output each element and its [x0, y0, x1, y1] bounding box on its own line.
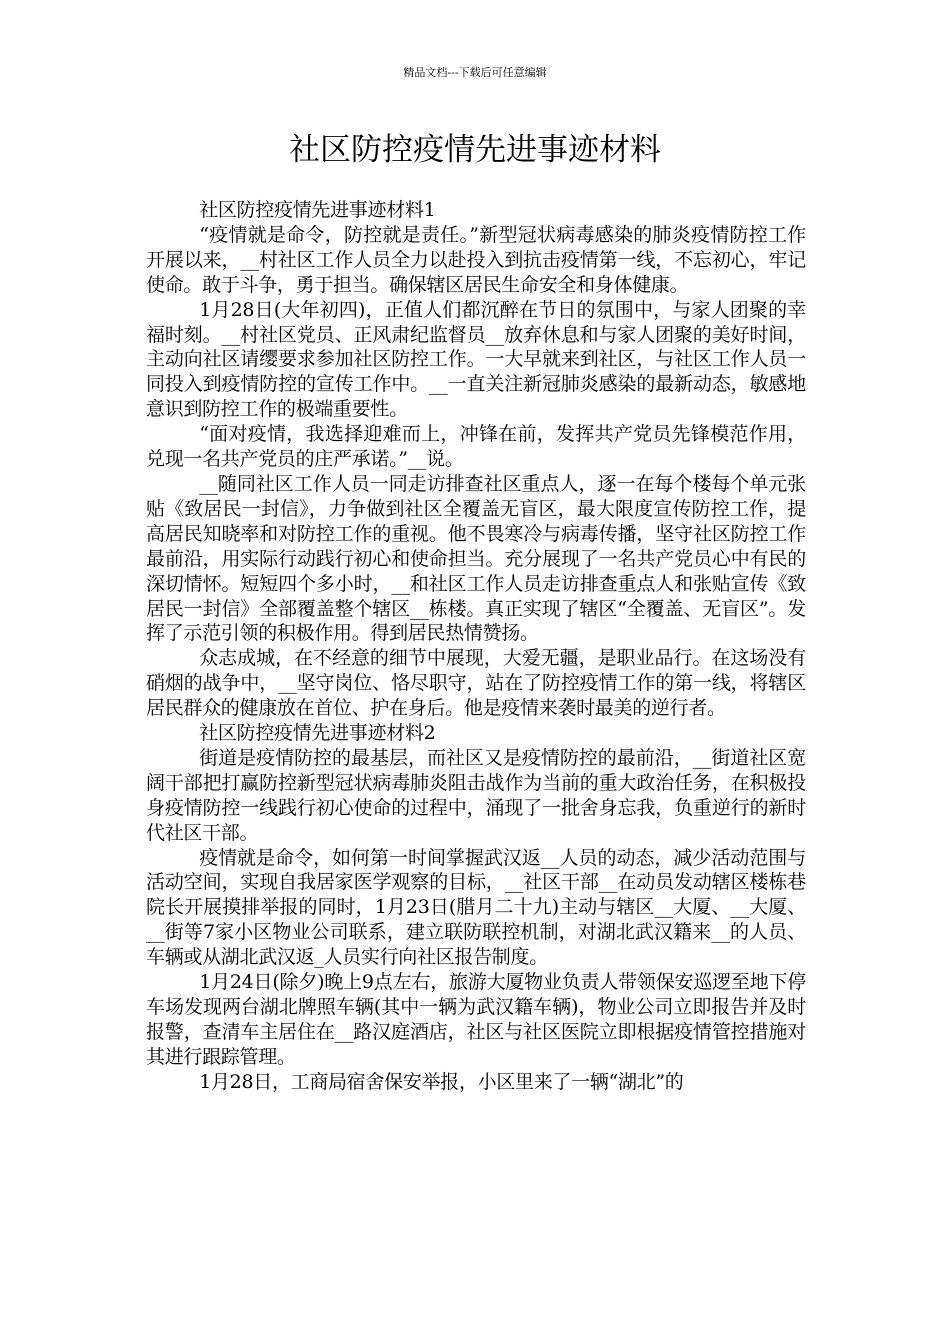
- paragraph: 1月28日(大年初四)，正值人们都沉醉在节日的氛围中，与家人团聚的幸福时刻。__村社区党员、正风肃纪监督员__放弃休息和与家人团聚的美好时间，主动向社区请缨要求参加社区防控工作。一大早就来到社区，与社区工作人员一同投入到疫情防控的宣传工作中。__一直关注新冠肺炎感染的最新动态，敏感地意识到防控工作的极端重要性。: [146, 298, 806, 421]
- paragraph: __随同社区工作人员一同走访排查社区重点人，逐一在每个楼每个单元张贴《致居民一封信》，力争做到社区全覆盖无盲区，最大限度宣传防控工作，提高居民知晓率和对防控工作的重视。他不畏寒冷与病毒传播，坚守社区防控工作最前沿，用实际行动践行初心和使命担当。充分展现了一名共产党员心中有民的深切情怀。短短四个多小时，__和社区工作人员走访排查重点人和张贴宣传《致居民一封信》全部覆盖整个辖区__栋楼。真正实现了辖区“全覆盖、无盲区”。发挥了示范引领的积极作用。得到居民热情赞扬。: [146, 472, 806, 645]
- page-header: 精品文档---下载后可任意编辑: [403, 66, 547, 79]
- paragraph: 街道是疫情防控的最基层，而社区又是疫情防控的最前沿，__街道社区宽阔干部把打赢防控新型冠状病毒肺炎阻击战作为当前的重大政治任务，在积极投身疫情防控一线践行初心使命的过程中，涌现了一批舍身忘我，负重逆行的新时代社区干部。: [146, 746, 806, 844]
- paragraph: 1月28日，工商局宿舍保安举报，小区里来了一辆“湖北”的: [199, 1070, 684, 1093]
- paragraph: “疫情就是命令，防控就是责任。”新型冠状病毒感染的肺炎疫情防控工作开展以来，__村社区工作人员全力以赴投入到抗击疫情第一线，不忘初心，牢记使命。敢于斗争，勇于担当。确保辖区居民生命安全和身体健康。: [146, 223, 806, 296]
- paragraph: “面对疫情，我选择迎难而上，冲锋在前，发挥共产党员先锋模范作用，兑现一名共产党员的庄严承诺。”__说。: [146, 423, 806, 471]
- section-heading-1: 社区防控疫情先进事迹材料1: [199, 199, 436, 221]
- section-heading-2: 社区防控疫情先进事迹材料2: [199, 722, 436, 745]
- paragraph: 1月24日(除夕)晚上9点左右，旅游大厦物业负责人带领保安巡逻至地下停车场发现两台湖北牌照车辆(其中一辆为武汉籍车辆)，物业公司立即报告并及时报警，查清车主居住在__路汉庭酒店，社区与社区医院立即根据疫情管控措施对其进行跟踪管理。: [146, 971, 806, 1068]
- paragraph: 疫情就是命令，如何第一时间掌握武汉返__人员的动态，减少活动范围与活动空间，实现自我居家医学观察的目标，__社区干部__在动员发动辖区楼栋巷院长开展摸排举报的同时，1月23日(腊月二十九)主动与辖区__大厦、__大厦、__街等7家小区物业公司联系，建立联防联控机制，对湖北武汉籍来__的人员、车辆或从湖北武汉返_人员实行向社区报告制度。: [146, 846, 806, 969]
- paragraph: 众志成城，在不经意的细节中展现，大爱无疆，是职业品行。在这场没有硝烟的战争中，__坚守岗位、恪尽职守，站在了防控疫情工作的第一线，将辖区居民群众的健康放在首位、护在身后。他是疫情来袭时最美的逆行者。: [146, 647, 806, 720]
- document-title: 社区防控疫情先进事迹材料: [289, 132, 661, 168]
- document-body: [146, 198, 806, 1095]
